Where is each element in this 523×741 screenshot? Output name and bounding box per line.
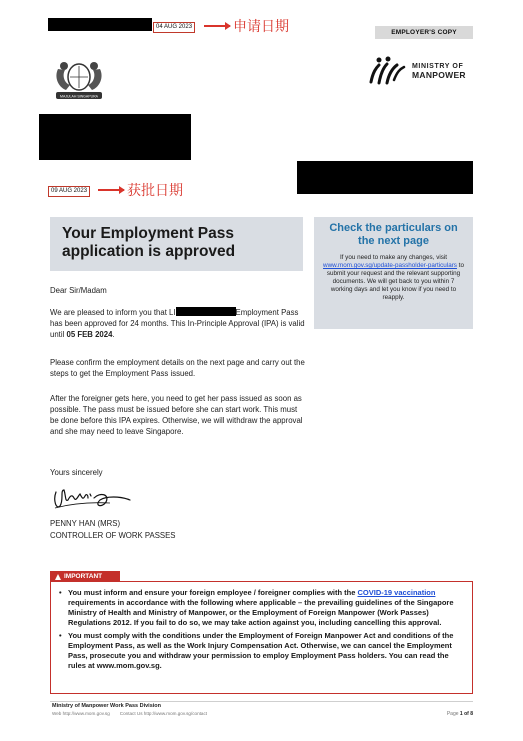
mom-figures-icon	[367, 56, 407, 86]
page-number	[447, 711, 473, 717]
redacted-address	[39, 114, 191, 160]
warning-icon	[55, 574, 61, 580]
page-total: 8	[470, 711, 473, 717]
signer-title: CONTROLLER OF WORK PASSES	[50, 531, 176, 540]
particulars-body	[322, 254, 465, 302]
page-prefix: Page	[446, 711, 459, 717]
approval-text-start: We are pleased to inform you that LI	[50, 308, 176, 317]
footer-links	[52, 711, 207, 716]
particulars-text-after: to submit your request and the relevant supporting documents. We will get back to you within 7 working days and let you know if you need to reapply.	[326, 262, 464, 301]
redacted-name	[176, 307, 236, 316]
svg-text:MAJULAH SINGAPURA: MAJULAH SINGAPURA	[60, 94, 98, 99]
approval-period: .	[112, 330, 115, 339]
approval-annotation-text: 获批日期	[127, 183, 183, 199]
paragraph-confirm: Please confirm the employment details on the next page and carry out the steps to get the Employment Pass issued.	[50, 358, 305, 378]
mom-logo	[367, 56, 466, 86]
title-box	[50, 217, 303, 271]
approval-date: 09 AUG 2023	[48, 186, 90, 197]
particulars-heading: Check the particulars on the next page	[329, 222, 458, 247]
ipa-expiry-date: 05 FEB 2024	[66, 330, 113, 339]
salutation: Dear Sir/Madam	[50, 286, 107, 295]
important-item-compliance: • You must comply with the conditions under the Employment of Foreign Manpower Act and conditions of the Employment Pass, as well as the Work Injury Compensation Act. Otherwise, we can cancel the Employment Pass, prosecute you and withdraw your permission to employ Employment Pass holders. You can read the rules at www.mom.gov.sg.	[59, 631, 464, 671]
arrow-right-icon	[204, 25, 230, 27]
page-title: Your Employment Pass application is approved	[62, 225, 236, 260]
footer-division: Ministry of Manpower Work Pass Division	[52, 703, 162, 709]
submit-annotation-text: 申请日期	[233, 19, 289, 35]
arrow-right-icon	[98, 189, 124, 191]
approval-date-annotation	[98, 180, 183, 200]
particulars-text-before: If you need to make any changes, visit	[339, 254, 448, 261]
closing: Yours sincerely	[50, 468, 103, 477]
signature	[50, 482, 136, 514]
submit-date: 04 AUG 2023	[153, 22, 195, 33]
page-of: of	[464, 711, 469, 717]
page-current: 1	[459, 711, 463, 717]
important-notice-box	[50, 581, 473, 694]
redacted-block	[48, 18, 152, 31]
approval-text-end: Pass has been approved for 24 months. This In-Principle Approval (IPA) is valid until	[50, 308, 305, 339]
important-label-text: IMPORTANT	[64, 573, 103, 580]
footer-contact-link[interactable]: Contact Us http://www.mom.gov.sg/contact	[119, 711, 208, 716]
footer-divider	[50, 701, 473, 702]
signer-name: PENNY HAN (MRS)	[50, 519, 121, 528]
ministry-line-2: MANPOWER	[412, 70, 466, 80]
ministry-line-1: MINISTRY OF	[412, 63, 464, 70]
important-item-vaccination	[59, 588, 464, 628]
update-particulars-link[interactable]: www.mom.gov.sg/update-passholder-particulars	[323, 262, 457, 269]
approval-text-mid: Employment	[235, 308, 279, 317]
vaccination-text-after: requirements in accordance with the following where applicable – the prevailing guidelines of the Singapore Ministry of Health and Ministry of Manpower, or the Employment of Foreign Manpower (Work Passes) Regulations 2012. If you fail to do so, we may take action against you, including cancelling this approval.	[68, 598, 454, 627]
submit-date-annotation	[204, 16, 289, 36]
vaccination-text-before: You must inform and ensure your foreign employee / foreigner complies with the	[68, 588, 356, 597]
employer-copy-badge: EMPLOYER'S COPY	[375, 26, 473, 39]
footer-web-link[interactable]: Web http://www.mom.gov.sg	[52, 711, 110, 716]
singapore-crest-logo	[50, 57, 108, 102]
paragraph-approval	[50, 307, 305, 340]
covid-vaccination-link[interactable]: COVID-19 vaccination	[357, 588, 436, 597]
redacted-reference	[297, 161, 473, 194]
particulars-info-box	[314, 217, 473, 329]
paragraph-issuance: After the foreigner gets here, you need to get her pass issued as soon as possible. The pass must be issued before she can start work. This must be done before this IPA expires. Otherwise, we will withdraw the approval and she may need to leave Singapore.	[50, 394, 303, 436]
